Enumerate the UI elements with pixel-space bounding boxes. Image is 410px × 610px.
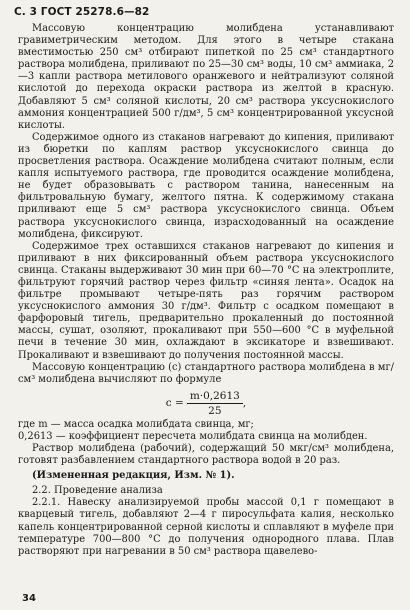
formula-fraction bbox=[187, 390, 243, 417]
formula-denominator: 25 bbox=[208, 404, 222, 417]
paragraph-1: Массовую концентрацию молибдена устанавливают гравиметрическим методом. Для этого в четыре стакана вместимостью 250 см³ отбирают пипеткой по 25 см³ стандартного раствора молибдена, приливают по 25—30 см³ воды, 10 см³ аммиака, 2—3 капли раствора метилового оранжевого и нейтрализуют соляной кислотой до перехода окраски раствора из желтой в красную. Добавляют 5 см³ соляной кислоты, 20 см³ раствора уксуснокислого аммония концентрацией 500 г/дм³, 5 см³ концентрированной уксусной кислоты. bbox=[18, 23, 394, 131]
paragraph-2: Содержимое одного из стаканов нагревают до кипения, приливают из бюретки по каплям раствор уксуснокислого свинца до просветления раствора. Осаждение молибдена считают полным, если капля испытуемого раствора, где проводится осаждение молибдена, не будет образовывать с раствором танина, нанесенным на фильтровальную бумагу, желтого пятна. К содержимому стакана приливают еще 5 см³ раствора уксуснокислого свинца. Объем раствора уксуснокислого свинца, израсходованный на осаждение молибдена, фиксируют. bbox=[18, 131, 394, 240]
formula-end: , bbox=[242, 397, 247, 410]
section-heading bbox=[18, 485, 394, 497]
paragraph-6: 0,2613 — коэффициент пересчета молибдата свинца на молибден. bbox=[18, 430, 368, 442]
formula-numerator: m·0,2613 bbox=[187, 390, 243, 404]
paragraph-5: где m — масса осадка молибдата свинца, мг; bbox=[18, 418, 254, 430]
formula bbox=[18, 390, 394, 417]
paragraph-7: Раствор молибдена (рабочий), содержащий 50 мкг/см³ молибдена, готовят разбавлением стандартного раствора водой в 20 раз. bbox=[18, 443, 394, 467]
paragraph-10: 2.2.1. Навеску анализируемой пробы массой 0,1 г помещают в кварцевый тигель, добавляют 2—4 г пиросульфата калия, несколько капель концентрированной серной кислоты и сплавляют в муфеле при температуре 700—800 °С до получения однородного плава. Плав растворяют при нагревании в 50 см³ раствора щавелево- bbox=[18, 497, 394, 557]
page-number: 34 bbox=[22, 593, 36, 604]
section-heading-text: 2.2. Проведение анализа bbox=[32, 485, 163, 497]
formula-lhs: c = bbox=[165, 397, 184, 410]
page-header: С. 3 ГОСТ 25278.6—82 bbox=[14, 6, 150, 18]
paragraph-4: Массовую концентрацию (c) стандартного раствора молибдена в мг/см³ молибдена вычисляют по формуле bbox=[18, 361, 394, 385]
paragraph-8: (Измененная редакция, Изм. № 1). bbox=[32, 470, 235, 482]
paragraph-3: Содержимое трех оставшихся стаканов нагревают до кипения и приливают в них фиксированный объем раствора уксуснокислого свинца. Стаканы выдерживают 30 мин при 60—70 °С на электроплите, фильтруют горячий раствор через фильтр «синяя лента». Осадок на фильтре промывают четыре-пять раз горячим раствором уксуснокислого аммония 30 г/дм³. Фильтр с осадком помещают в фарфоровый тигель, предварительно прокаленный до постоянной массы, сушат, озоляют, прокаливают при 550—600 °С в муфельной печи в течение 30 мин, охлаждают в эксикаторе и взвешивают. Прокаливают и взвешивают до получения постоянной массы. bbox=[18, 240, 394, 361]
